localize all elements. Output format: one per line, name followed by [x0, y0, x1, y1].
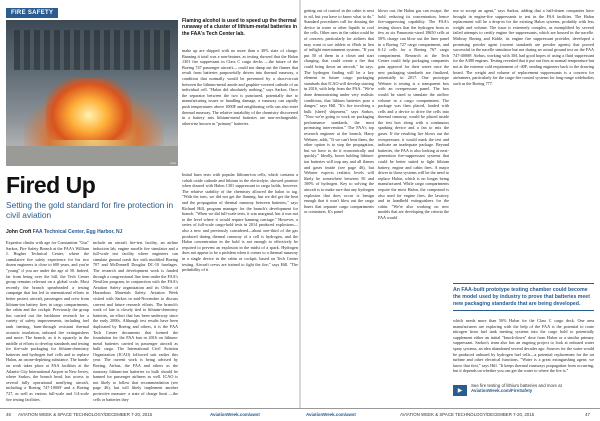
body-column-3: Initial burn tests with popular lithium-ion cells, which contains a cobalt oxide cathode and lithium in the electrolyte, showed promise when doused with Halon 1301 suppressant in cargo holds, however. The relative stability of the chemistry allowed the halon to tag. "With the ions, we did not get the flaming, but we did get the heat and the propagation of thermal runaway between batteries," says Richard Hill, program manager for the branch's development for branch. "When we did full-scale tests, it was marginal, but it was not to the level where it would require banning carriage." However, a series of full-scale cargo-hold tests in 2014 produced explosions—also a new and previously considered—about one-third of the gas produced during thermal runaway of a cell is hydrogen, and the Halon concentration in the hold is not enough to effectively be required to prevent an explosion in the midst of a spark. Hydrogen does not appear to be a problem when it comes to a thermal runaway in a single device in the cabin or cockpit, based on Tech Center testing. Aircraft crews are trained to fight the fire," says Hill. "The probability of it	[182, 172, 298, 273]
body-column-2: include an aircraft fire-test facility, an airline induction lab, engine nacelle fire simulator and a full-scale test facility where engineers can simulate ground crash fire with modified Boeing 707 and McDonnell Douglas DC-10 fuselages. The research and development work is funded through a congressional line item under the FAA's NextGen program, in conjunction with the FAA's Aviation Safety organization and its Office of Hazardous Materials Safety. Aviation Week visited with Sarkos in mid-November to discuss current and future research efforts. The branch's work of late is closely tied to lithium-chemistry batteries, an effort that has been underway since the early 2000s. Although test results have been duplicated by Boeing and others, it is the FAA Tech Center documents that formed the foundation for the FAA ban in 2016 on lithium-metal batteries carried in passenger aircraft as bulk cargo. The International Civil Aviation Organization (ICAO) followed suit earlier this year. The current work is being advised by Boeing, Airbus, the FAA and others as the runaway lithium-ion batteries in bulk should be banned for passenger airliners as well. ICAO is not likely to follow that recommendation (see page 46), but will likely implement another protective measure: a state of charge limit —the cells or batteries they	[93, 240, 178, 402]
footer-right-url[interactable]: AviationWeek.com/awst	[306, 412, 356, 417]
video-promo[interactable]	[453, 382, 594, 399]
flame-core	[46, 78, 132, 140]
body-column-6: use to accept an agent," says Sarkos, adding that a half-dozen companies have brought in engine-fire suppressants to test in the FAA facilities. The Halon replacement will be a drop-in for the existing Halon systems, probably with less weight and volume. The issue is extremely complex, as exemplified by several failed attempts to certify engine fire suppressants, which are housed in the nacelle. Midway Boeing and Kidde, its engine fire suppressant provider, developed a promising powder agent (current standards are powder agents) that proved successful in the nacelle simulator but not during an actual ground test on the FAA 747-400SF. Airbus, working with 3M, had good hopes of using a fluid suppressant for the A380 engines. Testing revealed that it put out fires at normal temperature but not at the extreme cold requirement of -40F, sending engineers back to the drawing board. The weight and volume of replacement suppressants is a concern for airframers, particularly for the cargo-fire control systems for long-range widebodies such as the Boeing 777.	[453, 8, 594, 86]
body-column-1: Expertise climbs with age for Constantine "Gus" Sarkos, Fire Safety Branch at the FAA's William J. Hughes Technical Center, where the cumulative fire safety experience for his two dozen engineers is close to 600 years, and you're "young" if you are under the age of 50. Indeed, far from being over the hill, the Tech Center group remains relevant on a global scale. Most recently the branch spearheaded a testing campaign that has led to international efforts to better protect aircraft, passengers and crew from lithium-ion battery fires in cargo compartments, the cabin and the cockpit. Previously the group has carried out the backbone research for a variety of safety improvements, including fuel tank inerting, burn-through resistant thermal acoustic insulation, onboard fire extinguishers and more. The branch, as it is squarely in the middle of efforts to develop standards and testing for fire-safe packaging for lithium-chemistry batteries and hydrogen fuel cells and to replace Halon, an ozone-depleting substance. The hands-on work takes place at FAA facilities at the Atlantic City International Airport in New Jersey, where Sarkos, the branch head, has access to several fully operational nonflying aircraft, including a Boeing 747-100SF and a Boeing 727, as well as various full-scale and 1/4-scale fire testing facilities.	[6, 240, 89, 402]
photo-credit: FAA	[170, 161, 176, 165]
section-tag: FIRE SAFETY	[6, 8, 58, 18]
footer-left-url[interactable]: AviationWeek.com/awst	[210, 412, 260, 417]
byline-affiliation: FAA Technical Center, Egg Harbor, NJ	[32, 229, 123, 235]
photo-caption: Flaming alcohol is used to speed up the thermal runaway of a cluster of lithium-metal batteries in the FAA's Tech Center lab.	[182, 18, 298, 37]
footer-right-publication: AVIATION WEEK & SPACE TECHNOLOGY/DECEMBER 7-20, 2015	[400, 412, 535, 417]
play-video-icon[interactable]: ▶	[453, 385, 467, 396]
byline	[6, 229, 122, 235]
pull-quote-callout: An FAA-built prototype testing chamber could become the model used by industry to prove that batteries meet new packaging standards that are being developed.	[453, 283, 594, 311]
article-headline: Fired Up	[6, 172, 96, 198]
test-floor	[6, 146, 178, 166]
battery-rack	[14, 30, 170, 70]
page-gutter	[299, 0, 301, 408]
body-column-top-right: make up are shipped with no more than a 30% state of charge. Banning it total was a non-brainer, as testing showed that the Halon 1301 fire suppressant in Class C cargo decks —the future of the Boeing 747 passenger aircraft— could not damp out the flames that result from batteries purposefully driven into thermal runaway, a condition that normally would be prevented by a short-circuit between the lithium-metal anode and graphite-covered cathode of an individual cell. "Halon did absolutely nothing," says Sarkos. Once the separator between the two is punctured, potentially due to manufacturing issues or handling damage, a runaway can rapidly push temperatures above 1000F and neighboring cells can also enter thermal runaway. The relative instability of the chemistry discovered in a battery mix lithium-metal batteries are non-rechargeable, otherwise known as "primary" batteries.	[182, 48, 298, 126]
page-footer	[0, 408, 600, 421]
video-link[interactable]: AviationWeek.com/FireSafety	[471, 388, 533, 394]
body-column-4: getting out of control in the cabin is next to nil, but you have to know what to do." Standard procedures call for dousing the device in water or other liquids to cool the cells. Other uses in the cabin could be of concern, particularly for airlines that may want to use tablets or iPads in lieu of inflight entertainment systems. "If you put 50 of them in a closet and start charging, that could create a fire that could bring down an aircraft," he says. The hydrogen finding will be a key element in future cargo packaging standards that ICAO will develop starting in 2016, with help from the FAA. "We're done demonstrating under very realistic conditions, that lithium batteries pose a danger," says Hill. "It's fire involving a bulk [sheet] shipment," says Sarkos. "Now we're going to work on packaging performance standards, the most promising intervention." The FAA's top research engineer at the branch, Harry Webster, adds, "If we can't beat them, the other option is to stop the propagation, but we have to do it economically and quickly." Ideally, boxes holding lithium-ion batteries will trap any and all flames and gases inside (see page 46), but Webster expects realistic levels will likely be somewhere between 50 and 100% of hydrogen. Key to solving the aircraft is to make sure that any hydrogen explosion that does occur is benign enough that it won't blow out the cargo liners that separate cargo compartments or containers. It's panel	[304, 8, 374, 215]
body-column-5: blows out, the Halon gas can escape, the hold, reducing its concentration, hence fire-suppressing capability. The FAA's testing shows that the hydrogen from as few as six Panasonic-sized 18650 cells at 50% charge can blow out the liner panel in a Boeing 727 cargo compartment, and 6-12 cells for a Boeing 767 cargo compartment. Research at the Tech Center could help packaging companies gain approval for their wares once the new packaging standards are finalized, potentially in 2017. One prototype Webster is testing is a transparent box with an overpressure panel. The box would be sized to simulate the airflow volume in a cargo compartment. The package was then placed, loaded with cells and a device to drive the cells into thermal runaway, would be placed inside the test box along with a continuous sparking device and a fan to mix the gases. If the resulting fire blows out the overpressure, it would mark the test and indicate an inadequate package. Beyond batteries, the FAA is also looking at next-generation fire-suppressant systems that could be better suited to fight lithium battery, engine and cabin fires. A major driver in those systems will be the need to replace Halon, which is no longer being manufactured. While cargo compartments require the most Halon, the compound is also used for engine fires, the lavatory and in handheld extinguishers for the cabin. "We're also working on new models that are developing the criteria the FAA would	[378, 8, 449, 220]
video-promo-text: See fire testing of lithium batteries and more at	[471, 383, 562, 388]
fire-test-photo	[6, 20, 178, 166]
footer-left-publication: AVIATION WEEK & SPACE TECHNOLOGY/DECEMBER 7-20, 2015	[18, 412, 153, 417]
byline-author: John Croft	[6, 229, 32, 235]
footer-right-page-number: 47	[585, 412, 590, 417]
body-column-7: which needs more than 50% Halon for the Class C cargo deck. One area manufacturers are exploring with the help of the FAA is the potential to route nitrogen from fuel tank inerting systems into the cargo hold to potentially supplement either an initial "knock-down" dose from Halon or a similar primary suppressant. Sarkos's team also has an ongoing project to look at onboard water spray systems, an idea abandoned several decades ago. Sources for the water would be produced onboard by hydrogen fuel cells—a potential replacement for the rat turbine and other electrical functions. "Water is a great extinguishing agent; we know that first," says Hill. "It keeps thermal runaways propagation from occurring, but it depends on whether you can get the water to where the fire is."	[453, 318, 594, 374]
article-deck: Setting the gold standard for fire protection in civil aviation	[6, 200, 174, 220]
footer-left-page-number: 46	[6, 412, 11, 417]
